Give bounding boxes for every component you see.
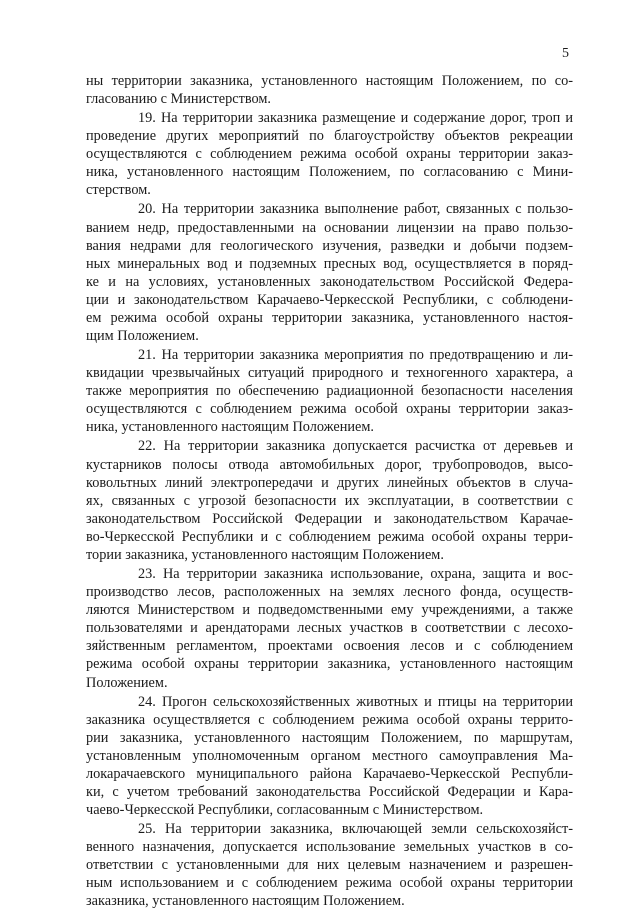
text-line: 24. Прогон сельскохозяйственных животных и птицы на территории xyxy=(138,693,573,710)
text-line: ника, установленного настоящим Положением, по согласованию с Мини- xyxy=(86,164,573,181)
text-line: 23. На территории заказника использование, охрана, защита и вос- xyxy=(138,565,573,582)
text-line: локарачаевского муниципального района Карачаево-Черкесской Республи- xyxy=(86,765,573,782)
text-line: пользователями и арендаторами лесных участков в соответствии с лесохо- xyxy=(86,620,573,637)
text-line: ки, с учетом требований законодательства Российской Федерации и Кара- xyxy=(86,784,573,800)
text-line: 20. На территории заказника выполнение работ, связанных с пользо- xyxy=(138,201,573,218)
paragraph xyxy=(86,200,573,345)
text-line: ных минеральных вод и подземных пресных вод, осуществляется в поряд- xyxy=(86,255,573,272)
text-line: ванием недр, предоставленными на основании лицензии на право пользо- xyxy=(86,219,573,236)
text-line: ника, установленного настоящим Положением. xyxy=(86,419,374,436)
text-line: ляются Министерством и подведомственными ему учреждениями, а также xyxy=(86,602,573,619)
text-line: ным использованием и с соблюдением режима особой охраны территории xyxy=(86,875,573,892)
text-line: квидации чрезвычайных ситуаций природного и техногенного характера, а xyxy=(86,365,573,382)
text-line: ковольтных линий электропередачи и других линейных объектов в случа- xyxy=(86,474,573,491)
text-line: ях, связанных с угрозой безопасности их эксплуатации, в соответствии с xyxy=(86,492,573,509)
text-line: щим Положением. xyxy=(86,328,199,345)
text-line: заказника, установленного настоящим Положением. xyxy=(86,893,405,910)
text-line: гласованию с Министерством. xyxy=(86,91,271,108)
paragraph xyxy=(86,72,573,108)
text-line: ции и законодательством Карачаево-Черкесской Республики, с соблюдени- xyxy=(86,291,573,308)
text-line: венного назначения, допускается использование земельных участков в со- xyxy=(86,839,573,856)
text-line: 22. На территории заказника допускается расчистка от деревьев и xyxy=(138,438,573,455)
text-line: 21. На территории заказника мероприятия по предотвращению и ли- xyxy=(138,347,573,364)
text-line: установленным уполномоченным органом местного самоуправления Ма- xyxy=(86,747,573,764)
text-line: проведение других мероприятий по благоустройству объектов рекреации xyxy=(86,128,573,145)
text-line: зяйственным регламентом, проектами освоения лесов и с соблюдением xyxy=(86,638,573,655)
text-line: ны территории заказника, установленного настоящим Положением, по со- xyxy=(86,73,573,89)
paragraph xyxy=(86,346,573,436)
text-line: Положением. xyxy=(86,674,168,691)
text-line: кустарников полосы отвода автомобильных дорог, трубопроводов, высо- xyxy=(86,456,573,473)
text-line: тории заказника, установленного настоящим Положением. xyxy=(86,547,444,563)
paragraph xyxy=(86,565,573,692)
text-line: производство лесов, расположенных на землях лесного фонда, осуществ- xyxy=(86,584,573,601)
text-line: осуществляются с соблюдением режима особой охраны территории заказ- xyxy=(86,146,573,163)
paragraph xyxy=(86,109,573,199)
text-line: стерством. xyxy=(86,182,151,199)
text-line: заказника осуществляется с соблюдением режима особой охраны террито- xyxy=(86,711,573,728)
text-line: 19. На территории заказника размещение и содержание дорог, троп и xyxy=(138,110,573,127)
text-line: ем режима особой охраны территории заказника, установленного настоя- xyxy=(86,310,573,326)
paragraph xyxy=(86,437,573,564)
text-line: вания недрами для геологического изучения, разведки и добычи подзем- xyxy=(86,237,573,254)
document-body xyxy=(86,72,573,911)
paragraph xyxy=(86,693,573,820)
text-line: ке и на условиях, установленных законодательством Российской Федера- xyxy=(86,273,573,290)
text-line: также мероприятия по обеспечению радиационной безопасности населения xyxy=(86,383,573,400)
text-line: 25. На территории заказника, включающей земли сельскохозяйст- xyxy=(138,821,573,838)
paragraph xyxy=(86,820,573,910)
text-line: чаево-Черкесской Республики, согласованным с Министерством. xyxy=(86,802,484,819)
text-line: режима особой охраны территории заказника, установленного настоящим xyxy=(86,656,573,673)
text-line: осуществляются с соблюдением режима особой охраны территории заказ- xyxy=(86,401,573,418)
text-line: законодательством Российской Федерации и законодательством Карачае- xyxy=(86,510,573,527)
text-line: ответствии с установленными для них целевым назначением и разрешен- xyxy=(86,857,573,874)
text-line: во-Черкесской Республики и с соблюдением режима особой охраны терри- xyxy=(86,528,573,545)
text-line: рии заказника, установленного настоящим Положением, по маршрутам, xyxy=(86,729,573,746)
page-number: 5 xyxy=(562,46,569,61)
